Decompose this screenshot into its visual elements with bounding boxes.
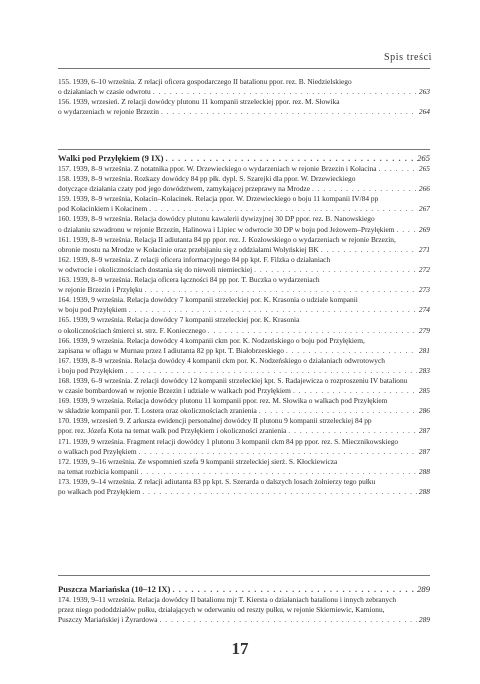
leader-dots	[149, 204, 417, 214]
entry-text: 169. 1939, 9 września. Relacja dowódcy plutonu 11 kompanii ppor. rez. M. Słowika o walkach pod Przyłękiem	[58, 396, 388, 406]
entry-page: 287	[418, 446, 430, 456]
toc-entry[interactable]	[58, 477, 430, 497]
toc-entry[interactable]	[58, 275, 430, 295]
entry-text: 163. 1939, 8–9 września. Relacja oficera łączności 84 pp por. T. Buczka o wydarzeniach	[58, 275, 320, 285]
entry-page: 265	[418, 164, 430, 173]
toc-entry[interactable]	[58, 356, 430, 376]
entry-text: i boju pod Przyłękiem	[58, 365, 124, 375]
entry-page: 271	[418, 244, 430, 254]
section-page: 289	[417, 584, 430, 594]
leader-dots	[312, 184, 417, 194]
entry-text: 155. 1939, 6–10 września. Z relacji oficera gospodarczego II batalionu ppor. rez. B. Niedzielskiego	[58, 77, 352, 86]
toc-entry[interactable]	[58, 214, 430, 234]
toc-entry[interactable]	[58, 97, 430, 117]
top-rule	[58, 68, 430, 69]
entry-text: na temat rozbicia kompanii	[58, 466, 139, 476]
entry-text: zapisana w oflagu w Murnau przez I adiutanta 82 pp kpt. T. Białobrzeskiego	[58, 345, 284, 355]
toc-entry[interactable]	[58, 315, 430, 335]
page-number: 17	[231, 639, 249, 658]
entry-text: 156. 1939, wrzesień. Z relacji dowódcy plutonu 11 kompanii strzeleckiej ppor. rez. M. Słowika	[58, 97, 340, 107]
entry-text: pod Kołacinkiem i Kołacinem	[58, 204, 148, 214]
toc-entry[interactable]	[58, 416, 430, 436]
entry-page: 283	[418, 365, 430, 375]
entry-text: ppor. rez. Józefa Kota na temat walk pod Przyłękiem i okoliczności zranienia	[58, 426, 287, 436]
entry-page: 287	[418, 426, 430, 436]
entry-text: obronie mostu na Mrodze w Kołacinie oraz przebijaniu się z oddziałami Wołyńskiej BK	[58, 244, 319, 254]
entry-text: 172. 1939, 9–16 września. Ze wspomnień szefa 9 kompanii strzeleckiej sierż. S. Kłockiewicza	[58, 456, 338, 466]
leader-dots	[254, 265, 417, 275]
leader-dots	[293, 386, 417, 396]
leader-dots	[125, 366, 416, 376]
entry-text: o okolicznościach śmierci st. strz. F. Koniecznego	[58, 325, 206, 335]
toc-entry[interactable]	[58, 336, 430, 356]
entry-text: 165. 1939, 9 września. Relacja dowódcy 7 kompanii strzeleckiej por. K. Krasonia	[58, 315, 300, 325]
entry-text: o działaniach w czasie odwrotu	[58, 87, 151, 97]
entry-page: 286	[418, 406, 430, 416]
entry-text: 164. 1939, 9 września. Relacja dowódcy 7 kompanii strzeleckiej por. K. Krasonia o udziale kompanii	[58, 295, 358, 305]
entry-page: 263	[418, 87, 430, 97]
entry-text: 160. 1939, 8–9 września. Relacja dowódcy plutonu kawalerii dywizyjnej 30 DP ppor. rez. B. Nanowskiego	[58, 214, 375, 224]
entry-page: 274	[418, 305, 430, 315]
toc-entry[interactable]	[58, 396, 430, 416]
leader-dots	[397, 225, 417, 235]
entry-page: 272	[418, 264, 430, 274]
entry-text: w składzie kompanii por. T. Lostera oraz okolicznościach zranienia	[58, 406, 257, 416]
entry-page: 288	[418, 487, 430, 496]
entry-text: w czasie bombardowań w rejonie Brzezin i udziale w walkach pod Przyłękiem	[58, 386, 291, 396]
section-rule-1	[58, 149, 430, 150]
entry-text: 171. 1939, 9 września. Fragment relacji dowódcy 1 plutonu 3 kompanii ckm 84 pp ppor. rez. S. Miecznikowskiego	[58, 436, 399, 446]
entry-text: 174. 1939, 9–11 września. Relacja dowódcy II batalionu mjr T. Kiersta o działaniach batalionu i innych zebranych	[58, 595, 397, 604]
toc-section-puszcza	[58, 583, 430, 625]
entry-text: w odwrocie i okolicznościach dostania się do niewoli niemieckiej	[58, 264, 253, 274]
leader-dots	[145, 285, 417, 295]
entry-text: o wydarzeniach w rejonie Brzezin	[58, 107, 159, 117]
leader-dots	[321, 245, 417, 255]
entry-page: 281	[418, 345, 430, 355]
entry-text: Puszczy Mariańskiej i Żyrardowa	[58, 615, 158, 625]
leader-dots	[208, 326, 417, 336]
leader-dots	[379, 164, 417, 174]
entry-page: 267	[418, 204, 430, 214]
entry-text: w rejonie Brzezin i Przyłęku	[58, 285, 143, 295]
toc-entry[interactable]	[58, 235, 430, 255]
entry-page: 288	[418, 466, 430, 476]
entry-page: 273	[418, 285, 430, 295]
section-heading[interactable]	[58, 583, 430, 595]
section-title: Puszcza Mariańska (10–12 IX)	[58, 584, 171, 594]
entry-text: 170. 1939, wrzesień 9. Z arkusza ewidencji personalnej dowódcy II plutonu 9 kompanii strzeleckiej 84 pp	[58, 416, 372, 426]
leader-dots	[141, 467, 417, 477]
leader-dots	[161, 107, 417, 117]
section-heading[interactable]	[58, 152, 430, 164]
entry-text: 157. 1939, 8–9 września. Z notatnika ppor. W. Drzewieckiego o wydarzeniach w rejonie Brzezin i Kołacina	[58, 164, 377, 173]
entry-page: 279	[418, 325, 430, 335]
toc-entry[interactable]	[58, 77, 430, 97]
entry-page: 266	[418, 184, 430, 194]
toc-section-walki	[58, 152, 430, 497]
entry-text: 159. 1939, 8–9 września, Kołacin–Kołacinek. Relacja ppor. W. Drzewieckiego o boju 11 kompanii IV/84 pp	[58, 194, 379, 204]
entry-text: 166. 1939, 9 września. Relacja dowódcy 4 kompanii ckm por. K. Nodzeńskiego o boju pod Przyłękiem,	[58, 335, 365, 345]
entry-text: 161. 1939, 8–9 września. Relacja II adiutanta 84 pp ppor. rez. J. Kozłowskiego o wydarzeniach w rejonie Brzezin,	[58, 234, 396, 244]
entry-text: o walkach pod Przyłękiem	[58, 446, 137, 456]
toc-entry[interactable]	[58, 164, 430, 174]
entry-page: 269	[418, 224, 430, 234]
leader-dots	[153, 87, 417, 97]
leader-dots	[259, 406, 417, 416]
leader-dots	[288, 426, 416, 436]
section-rule-2	[58, 575, 430, 576]
entry-page: 264	[418, 107, 430, 117]
leader-dots	[172, 583, 415, 595]
section-page: 265	[417, 153, 430, 163]
running-header: Spis treści	[384, 52, 432, 63]
toc-entry[interactable]	[58, 457, 430, 477]
entry-text: 167. 1939, 8–9 września. Relacja dowódcy 4 kompanii ckm por. K. Nodzeńskiego o działaniach odwrotowych	[58, 355, 385, 365]
section-title: Walki pod Przyłękiem (9 IX)	[58, 153, 164, 163]
entry-text: dotyczące działania czaty pod jego dowództwem, zamykającej przeprawy na Mrodze	[58, 184, 310, 194]
entry-page: 285	[418, 386, 430, 396]
leader-dots	[160, 615, 417, 625]
toc-entries-top	[58, 77, 430, 117]
toc-entry[interactable]	[58, 376, 430, 396]
entry-text: przez niego pododdziałów pułku, działających w oderwaniu od reszty pułku, w rejonie Skierniewic, Kamionu,	[58, 605, 385, 615]
toc-entry[interactable]	[58, 295, 430, 315]
leader-dots	[129, 305, 417, 315]
entry-text: 173. 1939, 9–14 września. Z relacji adiutanta 83 pp kpt. S. Szerarda o dalszych losach żołnierzy tego pułku	[58, 476, 376, 486]
leader-dots	[286, 346, 417, 356]
entry-text: 162. 1939, 8–9 września. Z relacji oficera informacyjnego 84 pp kpt. F. Filzka o działaniach	[58, 254, 331, 264]
entry-text: 168. 1939, 6–9 września. Z relacji dowódcy 12 kompanii strzeleckiej kpt. S. Radajewicza o rozproszeniu IV batalionu	[58, 375, 408, 385]
toc-entry[interactable]	[58, 255, 430, 275]
toc-entry[interactable]	[58, 174, 430, 194]
entry-page: 289	[418, 615, 430, 625]
entry-text: w boju pod Przyłękiem	[58, 305, 127, 315]
toc-entry[interactable]	[58, 437, 430, 457]
toc-entry[interactable]	[58, 194, 430, 214]
leader-dots	[139, 447, 417, 457]
entry-text: po walkach pod Przyłękiem	[58, 487, 141, 496]
entry-text: 158. 1939, 8–9 września. Rozkazy dowódcy 84 pp płk. dypl. S. Szarejki dla ppor. W. Drzewieckiego	[58, 174, 356, 184]
leader-dots	[166, 152, 416, 164]
toc-entry[interactable]	[58, 595, 430, 625]
leader-dots	[142, 487, 417, 497]
entry-text: o działaniu szwadronu w rejonie Brzezin, Halinowa i Lipiec w odwrocie 30 DP w boju pod Jeżowem–Przyłękiem	[58, 224, 395, 234]
